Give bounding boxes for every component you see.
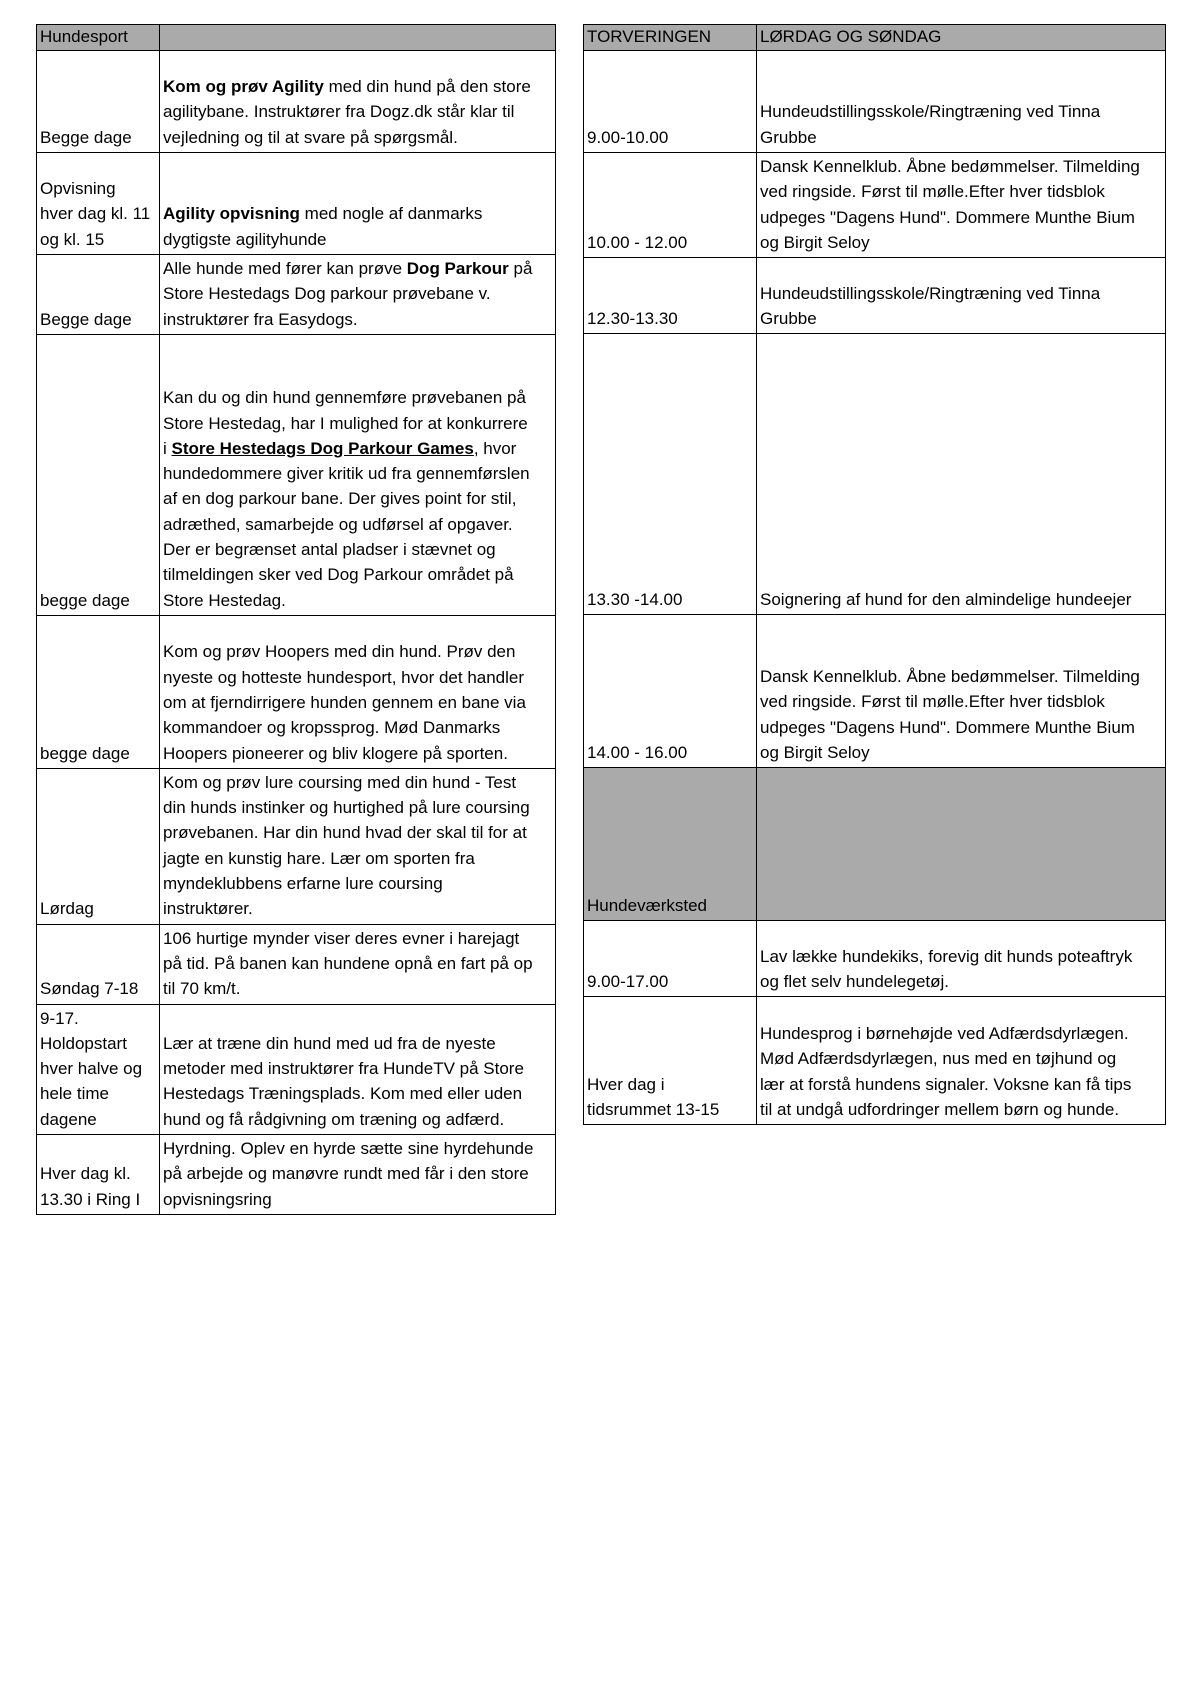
section-title: Hundeværksted bbox=[584, 768, 757, 921]
table-row bbox=[37, 255, 556, 335]
row-description bbox=[160, 153, 556, 255]
header-torveringen: TORVERINGEN bbox=[584, 25, 757, 51]
row-when: begge dage bbox=[37, 615, 160, 768]
row-description: Hundeudstillingsskole/Ringtræning ved Tinna Grubbe bbox=[757, 51, 1166, 153]
row-description: Hyrdning. Oplev en hyrde sætte sine hyrdehunde på arbejde og manøvre rundt med får i den store opvisningsring bbox=[160, 1135, 556, 1215]
table-row bbox=[584, 997, 1166, 1125]
torveringen-table bbox=[583, 24, 1166, 1125]
table-row bbox=[584, 153, 1166, 258]
row-time: 9.00-10.00 bbox=[584, 51, 757, 153]
description-text: med din hund på den store agilitybane. Instruktører fra Dogz.dk står klar til vejledning og til at svare på spørgsmål. bbox=[163, 77, 531, 147]
table-row bbox=[37, 615, 556, 768]
table-row bbox=[37, 768, 556, 924]
hundesport-table bbox=[36, 24, 556, 1215]
row-when: Lørdag bbox=[37, 768, 160, 924]
table-row bbox=[584, 51, 1166, 153]
row-description: Lær at træne din hund med ud fra de nyeste metoder med instruktører fra HundeTV på Store Hestedags Træningsplads. Kom med eller uden hund og få rådgivning om træning og adfærd. bbox=[160, 1004, 556, 1134]
row-description: Dansk Kennelklub. Åbne bedømmelser. Tilmelding ved ringside. Først til mølle.Efter hver tidsblok udpeges "Dagens Hund". Dommere Munthe Bium og Birgit Seloy bbox=[757, 153, 1166, 258]
table-row bbox=[37, 51, 556, 153]
description-text: på Store Hestedags Dog parkour prøvebane v. instruktører fra Easydogs. bbox=[163, 259, 533, 329]
row-description: Hundesprog i børnehøjde ved Adfærdsdyrlægen. Mød Adfærdsdyrlægen, nus med en tøjhund og lær at forstå hundens signaler. Voksne kan få tips til at undgå udfordringer mellem børn og hunde. bbox=[757, 997, 1166, 1125]
table-row bbox=[584, 615, 1166, 768]
row-time: 14.00 - 16.00 bbox=[584, 615, 757, 768]
row-description bbox=[160, 334, 556, 615]
row-when: Begge dage bbox=[37, 255, 160, 335]
table-row bbox=[37, 334, 556, 615]
row-time: 13.30 -14.00 bbox=[584, 334, 757, 615]
table-row bbox=[37, 1135, 556, 1215]
header-lordag-og-sondag: LØRDAG OG SØNDAG bbox=[757, 25, 1166, 51]
row-description: Kom og prøv lure coursing med din hund - Test din hunds instinker og hurtighed på lure coursing prøvebanen. Har din hund hvad der skal til for at jagte en kunstig hare. Lær om sporten fra myndeklubbens erfarne lure coursing instruktører. bbox=[160, 768, 556, 924]
row-time: 12.30-13.30 bbox=[584, 258, 757, 334]
bold-text: Kom og prøv Agility bbox=[163, 77, 324, 97]
description-text: Kan du og din hund gennemføre prøvebanen på Store Hestedag, har I mulighed for at konkurrere i bbox=[163, 388, 528, 458]
row-when: begge dage bbox=[37, 334, 160, 615]
header-hundesport: Hundesport bbox=[37, 25, 160, 51]
row-when: Begge dage bbox=[37, 51, 160, 153]
table-row bbox=[584, 258, 1166, 334]
table-row bbox=[584, 921, 1166, 997]
table-header-row bbox=[584, 25, 1166, 51]
dog-parkour-games-link[interactable]: Store Hestedags Dog Parkour Games bbox=[171, 438, 474, 458]
row-description bbox=[160, 255, 556, 335]
row-time: Hver dag i tidsrummet 13-15 bbox=[584, 997, 757, 1125]
row-time: 10.00 - 12.00 bbox=[584, 153, 757, 258]
header-empty bbox=[160, 25, 556, 51]
row-description bbox=[160, 51, 556, 153]
description-text: , hvor hundedommere giver kritik ud fra gennemførslen af en dog parkour bane. Der gives point for stil, adræthed, samarbejde og udførsel af opgaver. Der er begrænset antal pladser i stævnet og tilmeldingen sker ved Dog Parkour området på Store Hestedag. bbox=[163, 438, 530, 610]
row-description: Soignering af hund for den almindelige hundeejer bbox=[757, 334, 1166, 615]
row-when: Opvisning hver dag kl. 11 og kl. 15 bbox=[37, 153, 160, 255]
description-text: Alle hunde med fører kan prøve bbox=[163, 259, 407, 278]
table-header-row bbox=[37, 25, 556, 51]
bold-text: Dog Parkour bbox=[406, 259, 509, 278]
bold-text: Agility opvisning bbox=[163, 204, 300, 224]
table-row bbox=[37, 153, 556, 255]
row-description: 106 hurtige mynder viser deres evner i harejagt på tid. På banen kan hundene opnå en fart på op til 70 km/t. bbox=[160, 924, 556, 1004]
row-when: 9-17. Holdopstart hver halve og hele time dagene bbox=[37, 1004, 160, 1134]
row-when: Søndag 7-18 bbox=[37, 924, 160, 1004]
row-description: Lav lække hundekiks, forevig dit hunds poteaftryk og flet selv hundelegetøj. bbox=[757, 921, 1166, 997]
table-row bbox=[584, 334, 1166, 615]
row-description: Hundeudstillingsskole/Ringtræning ved Tinna Grubbe bbox=[757, 258, 1166, 334]
row-description: Dansk Kennelklub. Åbne bedømmelser. Tilmelding ved ringside. Først til mølle.Efter hver tidsblok udpeges "Dagens Hund". Dommere Munthe Bium og Birgit Seloy bbox=[757, 615, 1166, 768]
row-when: Hver dag kl. 13.30 i Ring I bbox=[37, 1135, 160, 1215]
description-text: med nogle af danmarks dygtigste agilityhunde bbox=[163, 204, 483, 249]
row-description: Kom og prøv Hoopers med din hund. Prøv den nyeste og hotteste hundesport, hvor det handler om at fjerndirrigere hunden gennem en bane via kommandoer og kropssprog. Mød Danmarks Hoopers pioneerer og bliv klogere på sporten. bbox=[160, 615, 556, 768]
section-empty bbox=[757, 768, 1166, 921]
table-row bbox=[37, 924, 556, 1004]
table-row bbox=[37, 1004, 556, 1134]
row-time: 9.00-17.00 bbox=[584, 921, 757, 997]
section-row-hundevaerksted bbox=[584, 768, 1166, 921]
